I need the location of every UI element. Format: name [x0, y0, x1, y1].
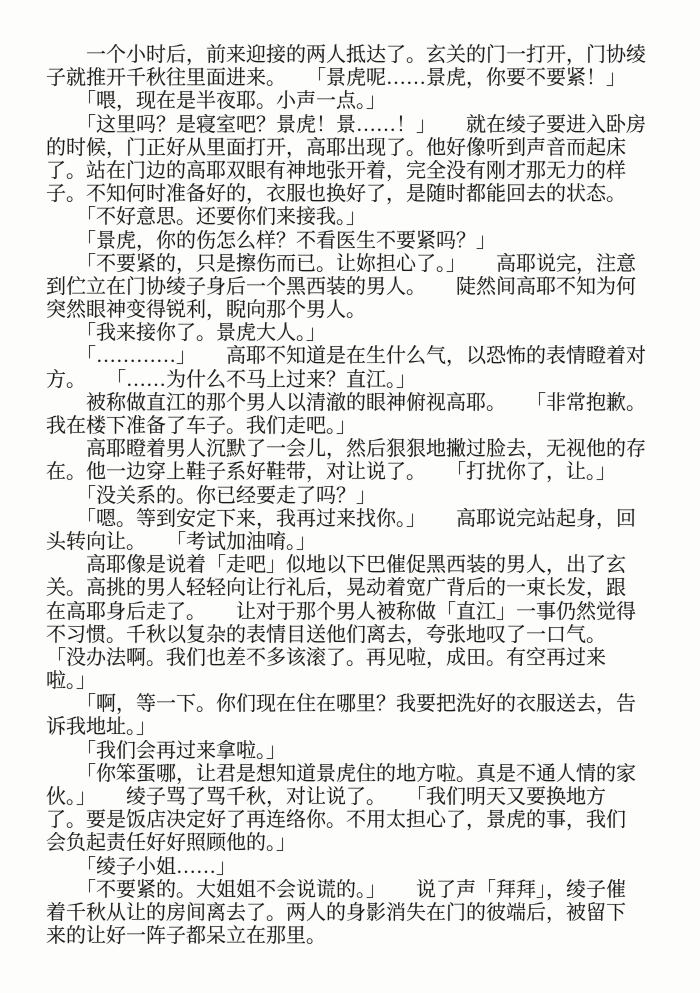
text-line: 「不要紧的，只是擦伤而已。让妳担心了。」 高耶说完，注意: [46, 252, 636, 275]
text-line: 头转向让。 「考试加油唷。」: [46, 530, 316, 553]
text-line: 的时候，门正好从里面打开，高耶出现了。他好像听到声音而起床: [46, 136, 626, 159]
text-line: 我在楼下准备了车子。我们走吧。」: [46, 415, 356, 437]
text-line: 了。要是饭店决定好了再连络你。不用太担心了，景虎的事，我们: [46, 809, 626, 832]
text-line: 伙。」 绫子骂了骂千秋，对让说了。 「我们明天又要换地方: [46, 786, 606, 808]
text-line: 「这里吗？是寝室吧？景虎！景……！」 就在绫子要进入卧房: [46, 113, 646, 136]
text-line: 关。高挑的男人轻轻向让行礼后，晃动着宽广背后的一束长发，跟: [46, 577, 626, 600]
text-line: 被称做直江的那个男人以清澈的眼神俯视高耶。 「非常抱歉。: [46, 391, 646, 414]
text-block: [46, 44, 660, 948]
text-line: 着千秋从让的房间离去了。两人的身影消失在门的彼端后，被留下: [46, 901, 626, 924]
text-line: 「啊，等一下。你们现在住在哪里？我要把洗好的衣服送去，告: [46, 693, 636, 716]
text-line: 高耶像是说着「走吧」似地以下巴催促黑西装的男人，出了玄: [46, 554, 626, 577]
text-line: 「喂，现在是半夜耶。小声一点。」: [46, 90, 386, 113]
text-line: 「我来接你了。景虎大人。」: [46, 322, 326, 345]
text-line: 了。站在门边的高耶双眼有神地张开着，完全没有刚才那无力的样: [46, 159, 626, 182]
text-line: 在。他一边穿上鞋子系好鞋带，对让说了。 「打扰你了，让。」: [46, 461, 616, 484]
text-line: 突然眼神变得锐利，睨向那个男人。: [46, 299, 366, 322]
text-line: 「你笨蛋哪，让君是想知道景虎住的地方啦。真是不通人情的家: [46, 762, 636, 785]
text-line: 在高耶身后走了。 让对于那个男人被称做「直江」一事仍然觉得: [46, 600, 636, 623]
text-line: 会负起责任好好照顾他的。」: [46, 832, 296, 855]
text-line: 到伫立在门协绫子身后一个黑西装的男人。 陡然间高耶不知为何: [46, 275, 636, 298]
text-line: 「不要紧的。大姐姐不会说谎的。」 说了声「拜拜」，绫子催: [46, 878, 626, 901]
text-line: 啦。」: [46, 670, 96, 693]
text-line: 子就推开千秋往里面进来。 「景虎呢……景虎，你要不要紧！」: [46, 67, 626, 90]
text-line: 「绫子小姐……」: [46, 855, 236, 878]
text-line: 高耶瞪着男人沉默了一会儿，然后狠狠地撇过脸去，无视他的存: [46, 438, 646, 461]
text-line: 「不好意思。还要你们来接我。」: [46, 206, 366, 229]
text-line: 诉我地址。」: [46, 716, 156, 739]
text-line: 「没办法啊。我们也差不多该滚了。再见啦，成田。有空再过来: [46, 646, 606, 669]
text-line: 一个小时后，前来迎接的两人抵达了。玄关的门一打开，门协绫: [46, 44, 646, 66]
text-line: 「…………」 高耶不知道是在生什么气，以恐怖的表情瞪着对: [46, 345, 646, 368]
text-line: 不习惯。千秋以复杂的表情目送他们离去，夸张地叹了一口气。: [46, 623, 606, 646]
text-line: 来的让好一阵子都呆立在那里。: [46, 925, 326, 948]
text-line: 「嗯。等到安定下来，我再过来找你。」 高耶说完站起身，回: [46, 507, 636, 530]
text-line: 方。 「……为什么不马上过来？直江。」: [46, 368, 416, 391]
text-line: 「我们会再过来拿啦。」: [46, 739, 286, 762]
text-line: 子。不知何时准备好的，衣服也换好了，是随时都能回去的状态。: [46, 183, 626, 206]
text-line: 「没关系的。你已经要走了吗？」: [46, 484, 376, 507]
text-line: 「景虎，你的伤怎么样？不看医生不要紧吗？」: [46, 229, 496, 252]
